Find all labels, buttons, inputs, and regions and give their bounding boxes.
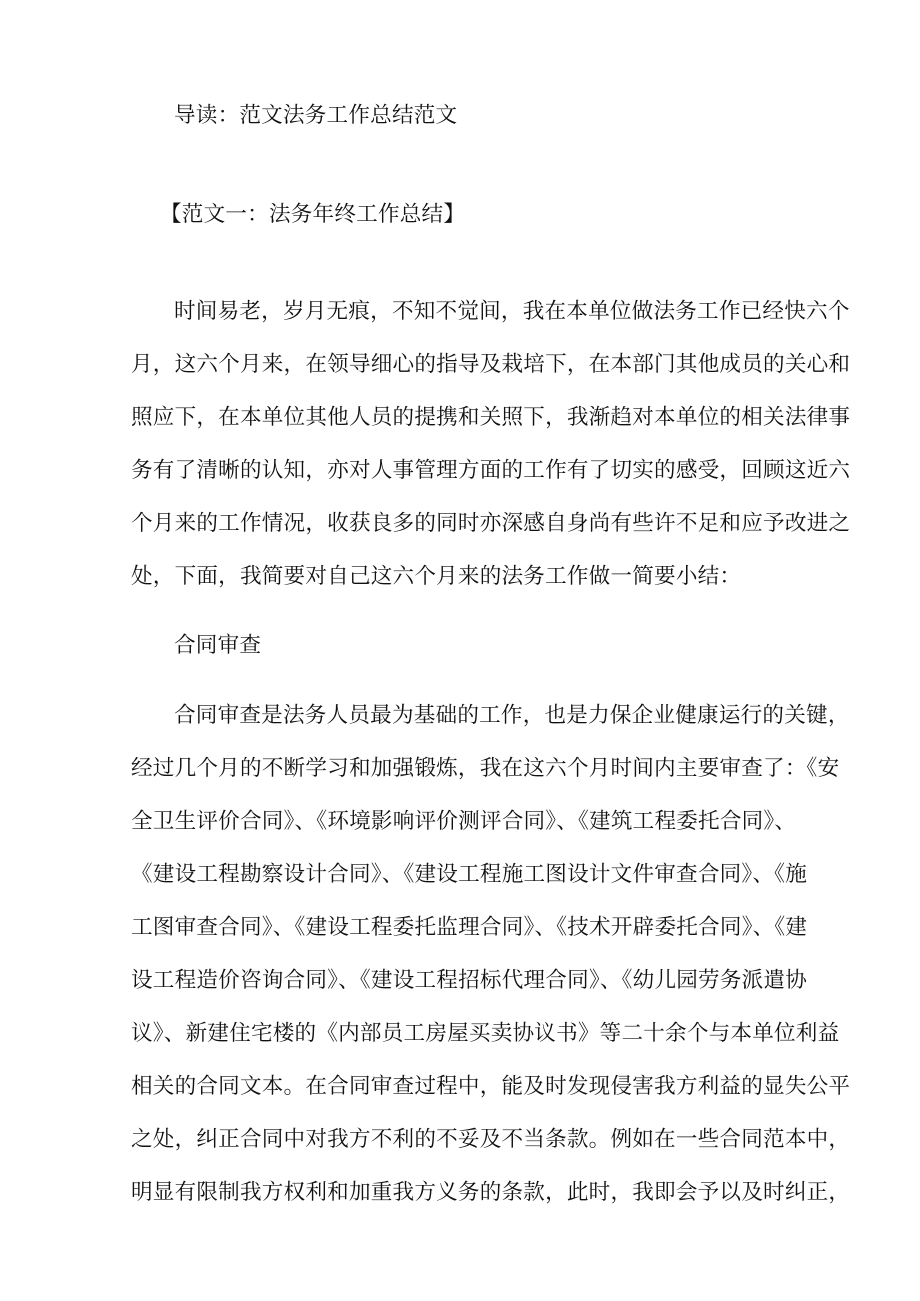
paragraph-line: 工图审查合同》、《建设工程委托监理合同》、《技术开辟委托合同》、《建	[131, 915, 808, 940]
paragraph-line: 月，这六个月来，在领导细心的指导及栽培下，在本部门其他成员的关心和	[131, 352, 851, 377]
paragraph-line: 经过几个月的不断学习和加强锻炼，我在这六个月时间内主要审查了：《安	[131, 756, 840, 781]
paragraph-line: 个月来的工作情况，收获良多的同时亦深感自身尚有些许不足和应予改进之	[131, 511, 851, 536]
paragraph-line: 明显有限制我方权利和加重我方义务的条款，此时，我即会予以及时纠正，	[131, 1180, 851, 1205]
paragraph-line: 处，下面，我简要对自己这六个月来的法务工作做一简要小结：	[131, 564, 742, 589]
paragraph-line: 合同审查是法务人员最为基础的工作，也是力保企业健康运行的关键，	[174, 703, 850, 728]
paragraph-line: 议》、新建住宅楼的《内部员工房屋买卖协议书》等二十余个与本单位利益	[131, 1021, 840, 1046]
paragraph-line: 照应下，在本单位其他人员的提携和关照下，我渐趋对本单位的相关法律事	[131, 405, 851, 430]
subheading: 合同审查	[174, 633, 262, 658]
paragraph-line: 务有了清晰的认知，亦对人事管理方面的工作有了切实的感受，回顾这近六	[131, 458, 851, 483]
paragraph-line: 相关的合同文本。在合同审查过程中，能及时发现侵害我方利益的显失公平	[131, 1074, 851, 1099]
paragraph-line: 设工程造价咨询合同》、《建设工程招标代理合同》、《幼儿园劳务派遣协	[131, 968, 807, 993]
paragraph-line: 时间易老，岁月无痕，不知不觉间，我在本单位做法务工作已经快六个	[174, 299, 850, 324]
intro-line: 导读：范文法务工作总结范文	[174, 103, 458, 128]
paragraph-line: 之处，纠正合同中对我方不利的不妥及不当条款。例如在一些合同范本中，	[131, 1127, 851, 1152]
paragraph-line: 《建设工程勘察设计合同》、《建设工程施工图设计文件审查合同》、《施	[131, 862, 807, 887]
section-title: 【范文一：法务年终工作总结】	[160, 202, 466, 227]
paragraph-line: 全卫生评价合同》、《环境影响评价测评合同》、《建筑工程委托合同》、	[131, 809, 797, 834]
